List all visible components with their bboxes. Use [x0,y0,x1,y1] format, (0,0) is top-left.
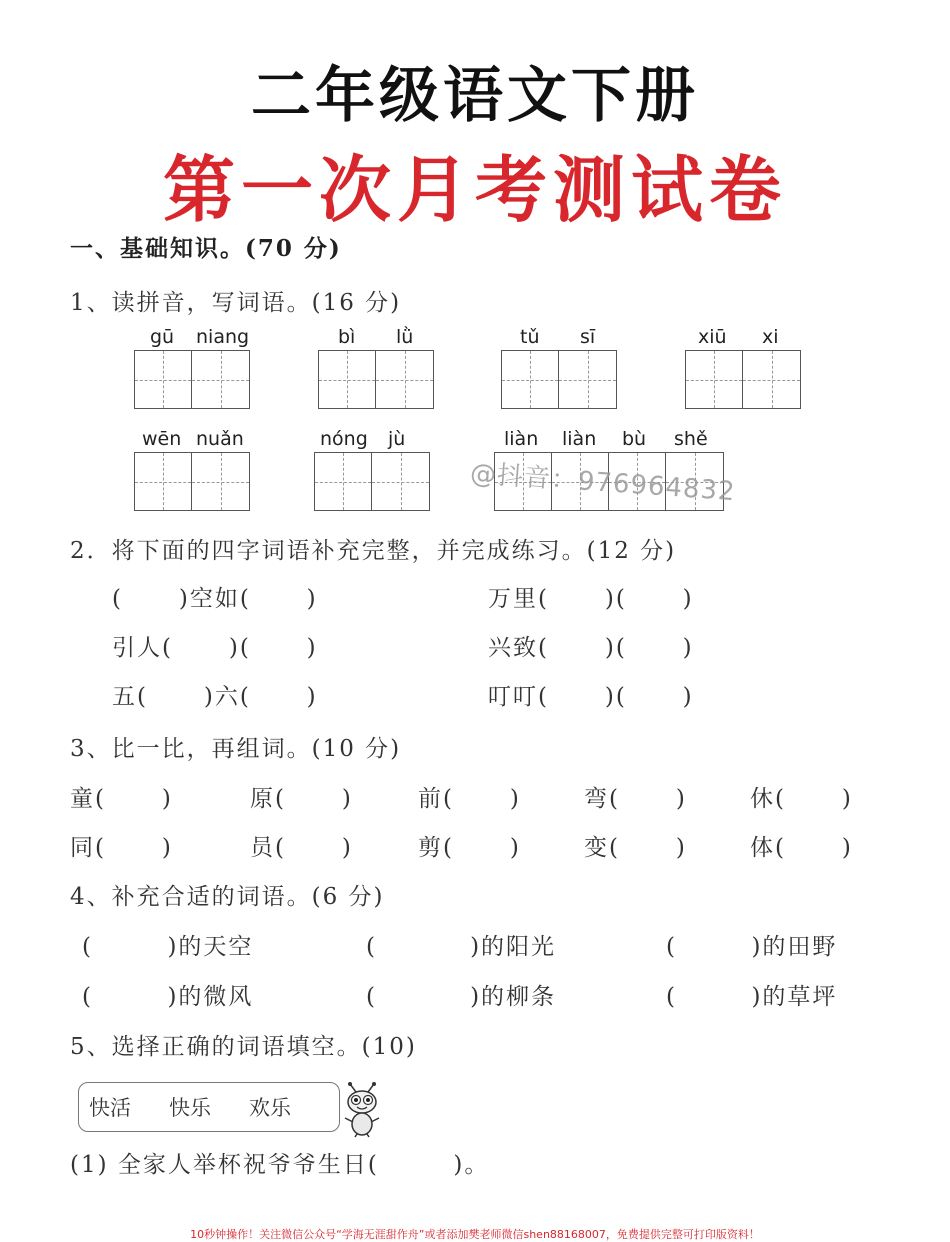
question-4-heading: 4、补充合适的词语。(6 分) [70,884,385,910]
pinyin: nóng [320,428,368,450]
fill-item: 前( ) [418,786,521,812]
fill-item: 变( ) [584,835,687,861]
pinyin: wēn [142,428,182,450]
fill-item: 剪( ) [418,835,521,861]
word-option: 快乐 [169,1096,211,1120]
writing-grid [134,452,250,511]
pinyin: nuǎn [196,428,244,450]
writing-grid [314,452,430,511]
fill-item: ( )的田野 [666,934,838,960]
word-option: 快活 [89,1096,131,1120]
fill-item: 弯( ) [584,786,687,812]
subtitle: 第一次月考测试卷 [162,148,787,232]
fill-item: ( )的草坪 [666,984,838,1010]
pinyin: bù [622,428,647,450]
pinyin: bì [338,326,356,348]
question-2-heading: 2．将下面的四字词语补充完整，并完成练习。(12 分) [70,538,677,564]
pinyin: lǜ [396,326,414,348]
fill-item: 体( ) [750,835,853,861]
pinyin: liàn [504,428,539,450]
fill-item: 同( ) [70,835,173,861]
question-1-heading: 1、读拼音，写词语。(16 分) [70,290,402,316]
writing-grid [318,350,434,409]
cartoon-bug-icon [340,1082,384,1138]
fill-item: ( )的微风 [82,984,254,1010]
pinyin: liàn [562,428,597,450]
fill-item: ( )的天空 [82,934,254,960]
question-5-item-1: (1) 全家人举杯祝爷爷生日( )。 [70,1152,490,1178]
fill-item: ( )的柳条 [366,984,557,1010]
pinyin: tǔ [520,326,540,348]
pinyin: sī [580,326,596,348]
section-heading: 一、基础知识。(70 分) [70,235,342,262]
pinyin: xiū [698,326,727,348]
question-3-heading: 3、比一比，再组词。(10 分) [70,736,402,762]
footer-note: 10秒钟操作！关注微信公众号“学海无涯甜作舟”或者添加樊老师微信shen88168007，免费提供完整可打印版资料！ [190,1228,760,1241]
writing-grid [685,350,801,409]
word-option: 欢乐 [249,1096,291,1120]
writing-grid [501,350,617,409]
fill-item: 休( ) [750,786,853,812]
question-5-heading: 5、选择正确的词语填空。(10) [70,1034,417,1060]
pinyin: jù [388,428,406,450]
pinyin: niang [196,326,250,348]
fill-item: ( )的阳光 [366,934,557,960]
title: 二年级语文下册 [251,61,699,131]
fill-item: 万里( )( ) [488,586,694,612]
pinyin: shě [674,428,708,450]
writing-grid [134,350,250,409]
pinyin: gū [150,326,175,348]
fill-item: 童( ) [70,786,173,812]
fill-item: 叮叮( )( ) [488,684,694,710]
fill-item: ( )空如( ) [112,586,318,612]
fill-item: 引人( )( ) [112,635,318,661]
watermark: @抖音：976964832 [469,458,737,508]
fill-item: 原( ) [250,786,353,812]
fill-item: 员( ) [250,835,353,861]
fill-item: 兴致( )( ) [488,635,694,661]
fill-item: 五( )六( ) [112,684,318,710]
word-bank [78,1082,340,1132]
pinyin: xi [762,326,779,348]
